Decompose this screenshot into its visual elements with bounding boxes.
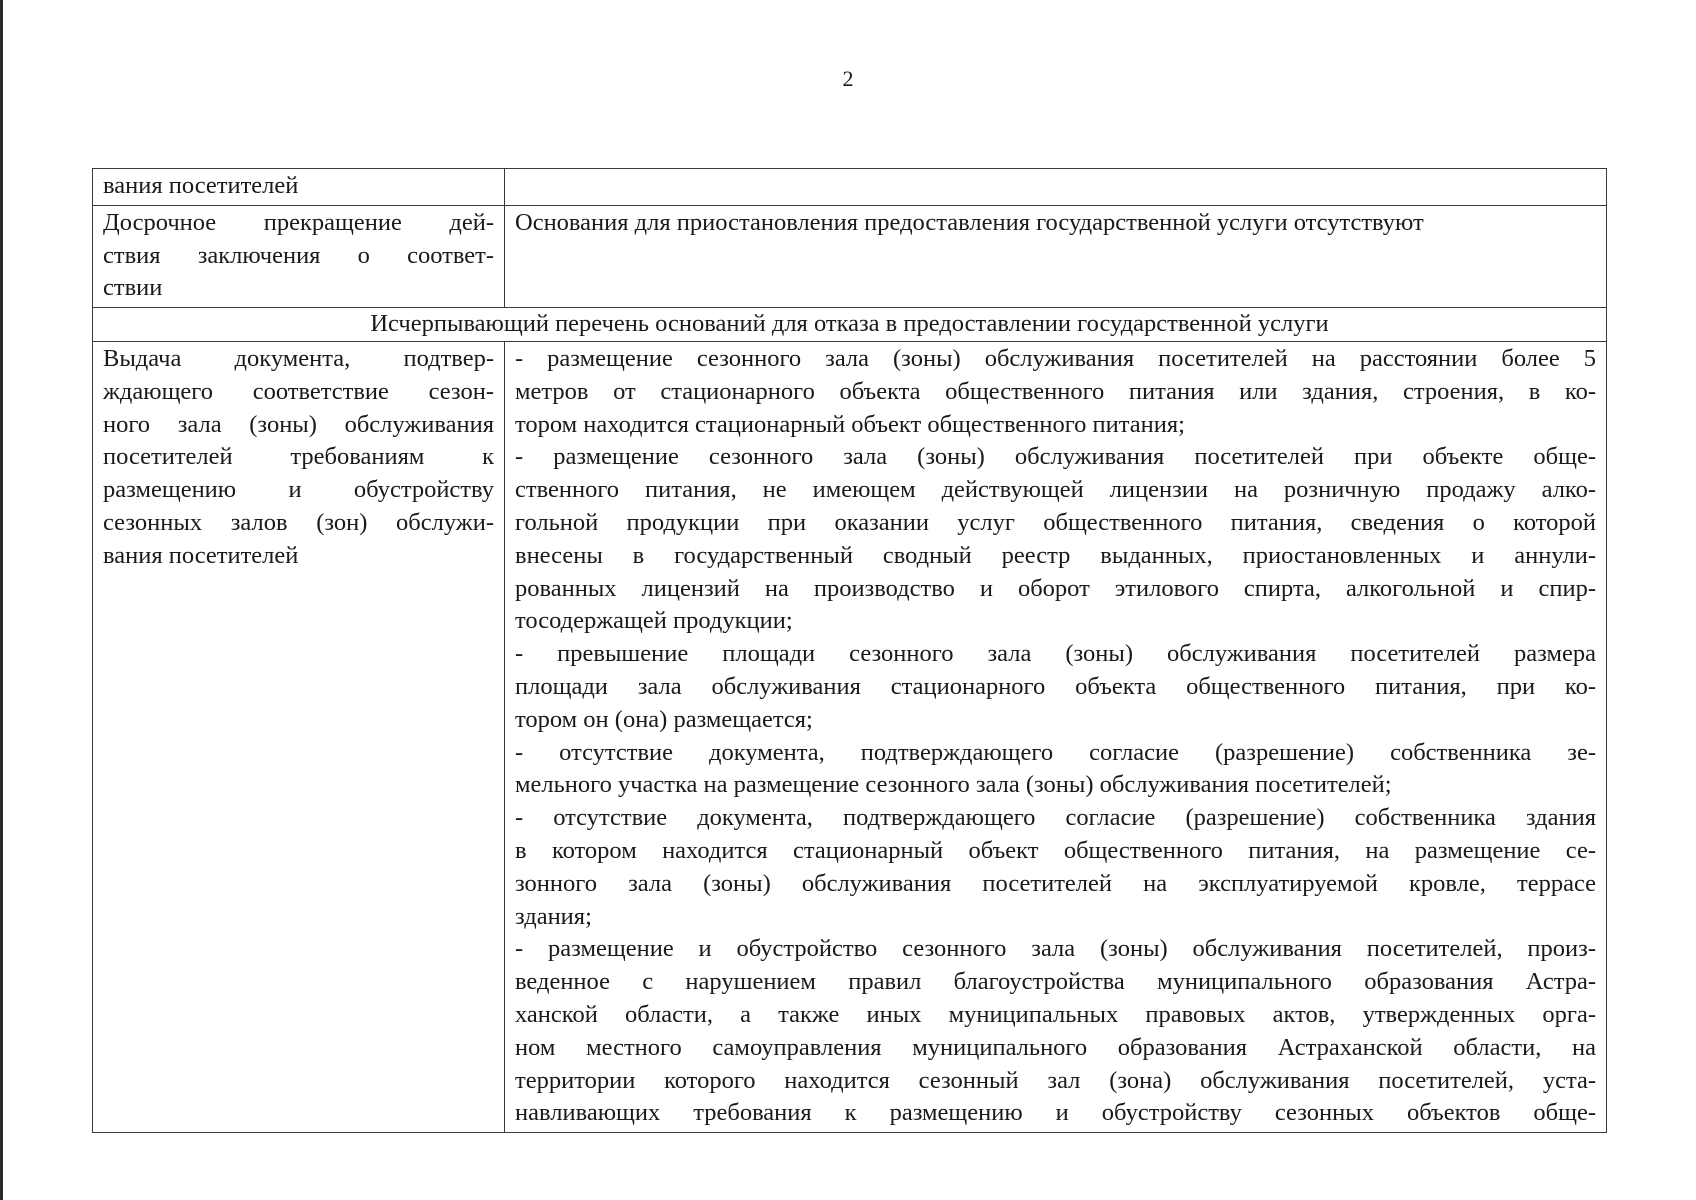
- page-number: 2: [842, 66, 854, 91]
- table-row-continued: [93, 169, 1607, 206]
- cell-refusal-left: [93, 341, 505, 1132]
- text-line: в котором находится стационарный объект общественного питания, на размещение се-: [515, 836, 1596, 864]
- text-line: - отсутствие документа, подтверждающего согласие (разрешение) собственника зе-: [515, 738, 1596, 766]
- cell-refusal-right: [505, 341, 1607, 1132]
- section-header: Исчерпывающий перечень оснований для отказа в предоставлении государственной услуги: [93, 308, 1607, 342]
- text-line: тосодержащей продукции;: [515, 607, 793, 635]
- table-row-section-header: [93, 308, 1607, 342]
- text-line: вания посетителей: [103, 541, 299, 569]
- text-line: ханской области, а также иных муниципальных правовых актов, утвержденных орга-: [515, 1000, 1596, 1028]
- page-edge: [0, 0, 3, 1200]
- cell-termination-right: Основания для приостановления предоставления государственной услуги отсутствуют: [505, 205, 1607, 307]
- text-line: - отсутствие документа, подтверждающего согласие (разрешение) собственника здания: [515, 804, 1596, 832]
- text-line: - размещение сезонного зала (зоны) обслуживания посетителей при объекте обще-: [515, 443, 1596, 471]
- table-row-refusal: [93, 341, 1607, 1132]
- text-line: тором он (она) размещается;: [515, 705, 813, 733]
- text-line: гольной продукции при оказании услуг общественного питания, сведения о которой: [515, 508, 1596, 536]
- text-line: метров от стационарного объекта общественного питания или здания, строения, в ко-: [515, 377, 1596, 405]
- text-line: ном местного самоуправления муниципального образования Астраханской области, на: [515, 1033, 1596, 1061]
- text-line: сезонных залов (зон) обслужи-: [103, 508, 494, 536]
- cell-continued-right: [505, 169, 1607, 206]
- text-line: ствии: [103, 274, 163, 302]
- text-line: навливающих требования к размещению и обустройству сезонных объектов обще-: [515, 1099, 1596, 1127]
- document-table: [92, 168, 1607, 1133]
- text-line: - размещение сезонного зала (зоны) обслуживания посетителей на расстоянии более 5: [515, 344, 1596, 372]
- text-line: зонного зала (зоны) обслуживания посетителей на эксплуатируемой кровле, террасе: [515, 869, 1596, 897]
- text-line: ждающего соответствие сезон-: [103, 377, 494, 405]
- text-line: рованных лицензий на производство и оборот этилового спирта, алкогольной и спир-: [515, 574, 1596, 602]
- cell-continued-left: вания посетителей: [93, 169, 505, 206]
- text-line: внесены в государственный сводный реестр выданных, приостановленных и аннули-: [515, 541, 1596, 569]
- text-line: Досрочное прекращение дей-: [103, 208, 494, 236]
- text-line: здания;: [515, 902, 592, 930]
- text-line: ствия заключения о соответ-: [103, 241, 494, 269]
- text-line: - размещение и обустройство сезонного зала (зоны) обслуживания посетителей, произ-: [515, 935, 1596, 963]
- text-line: веденное с нарушением правил благоустройства муниципального образования Астра-: [515, 968, 1596, 996]
- text-line: - превышение площади сезонного зала (зоны) обслуживания посетителей размера: [515, 640, 1596, 668]
- text-line: Выдача документа, подтвер-: [103, 344, 494, 372]
- text-line: тором находится стационарный объект общественного питания;: [515, 410, 1185, 438]
- table-row-termination: [93, 205, 1607, 307]
- text-line: ственного питания, не имеющем действующей лицензии на розничную продажу алко-: [515, 476, 1596, 504]
- text-line: ного зала (зоны) обслуживания: [103, 410, 494, 438]
- text-line: посетителей требованиям к: [103, 443, 494, 471]
- text-line: территории которого находится сезонный зал (зона) обслуживания посетителей, уста-: [515, 1066, 1596, 1094]
- text-line: размещению и обустройству: [103, 476, 494, 504]
- cell-termination-left: [93, 205, 505, 307]
- text-line: мельного участка на размещение сезонного зала (зоны) обслуживания посетителей;: [515, 771, 1392, 799]
- text-line: площади зала обслуживания стационарного объекта общественного питания, при ко-: [515, 672, 1596, 700]
